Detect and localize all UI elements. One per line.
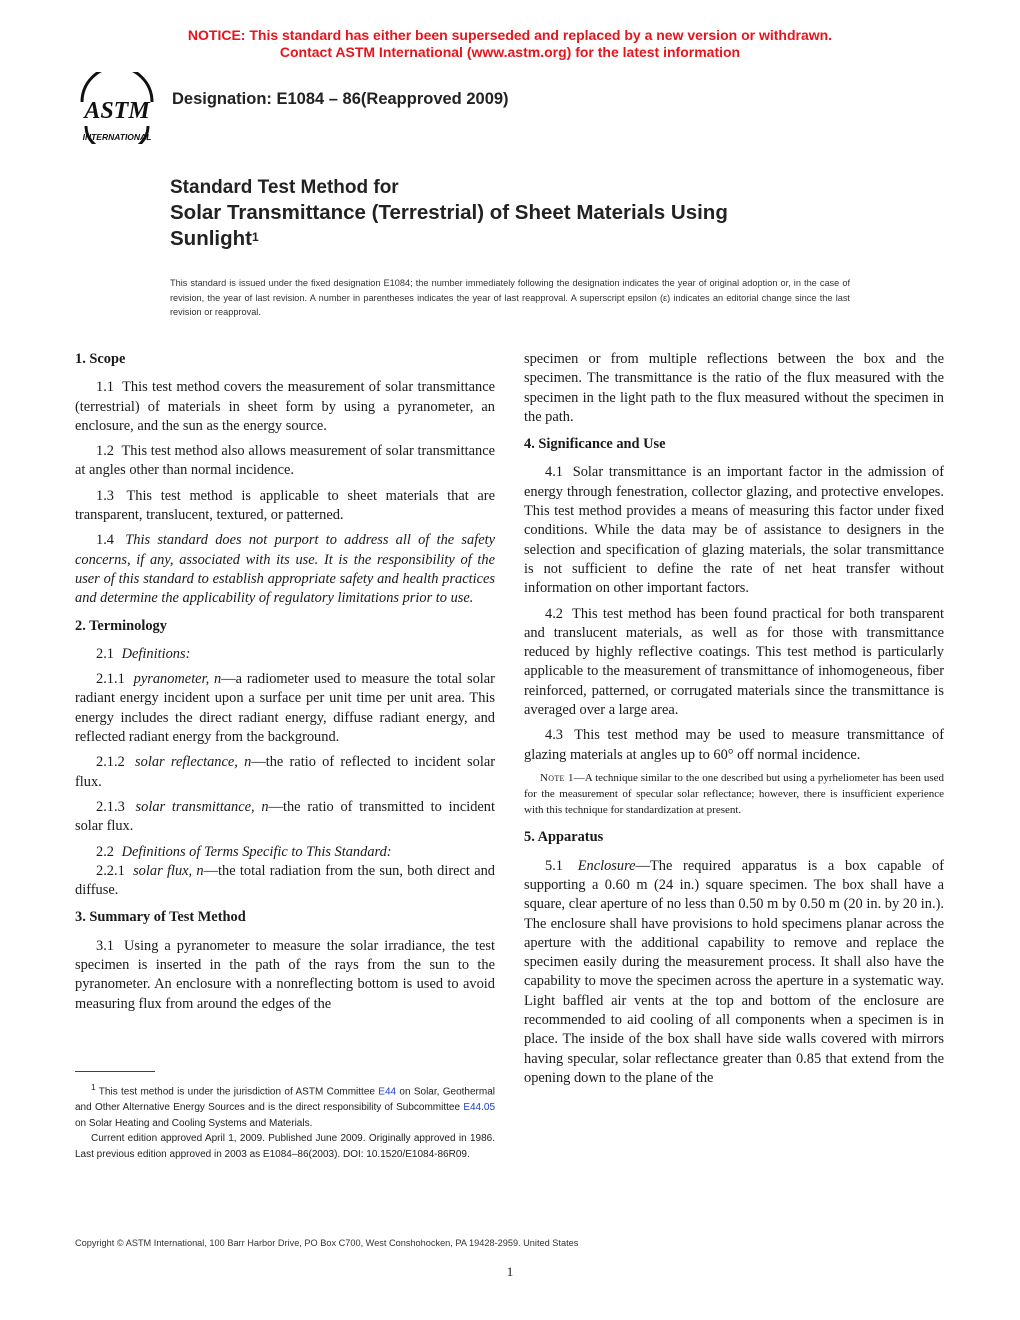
- designation: Designation: E1084 – 86(Reapproved 2009): [172, 90, 509, 108]
- scope-1-4-text: This standard does not purport to address all of the safety concerns, if any, associated with its use. It is the responsibility of the user of this standard to establish appropriate safety and health practices and determine the applicability of regulatory limitations prior to use.: [75, 532, 495, 607]
- apparatus-5-1: [524, 857, 944, 1089]
- term-2-1-3-text: —the ratio of transmitted to incident solar flux.: [75, 798, 495, 835]
- title-line-3-text: Sunlight: [170, 227, 252, 250]
- section-number: 2.2: [96, 843, 114, 860]
- note-1: [524, 771, 944, 818]
- section-number: 5.1: [545, 857, 563, 874]
- logo-subtext: INTERNATIONAL: [82, 132, 152, 142]
- astm-logo-icon: [74, 72, 160, 144]
- note-1-text: —A technique similar to the one described but using a pyrheliometer has been used for the measurement of specular solar reflectance; however, there is insufficient experience with this technique for standardization at present.: [524, 771, 944, 816]
- significance-4-3-text: This test method may be used to measure transmittance of glazing materials at angles up to 60° off normal incidence.: [524, 727, 944, 763]
- term-2-2: [75, 843, 495, 862]
- section-number: 4.3: [545, 727, 563, 744]
- term-2-2-1: [75, 862, 495, 901]
- apparatus-heading: 5. Apparatus: [524, 829, 604, 846]
- term-solar-transmittance: solar transmittance, n: [135, 798, 269, 815]
- scope-heading: 1. Scope: [75, 351, 126, 367]
- term-2-2-text: Definitions of Terms Specific to This Standard:: [121, 843, 392, 860]
- logo-text: ASTM: [84, 98, 150, 124]
- section-number: 2.1.1: [96, 671, 125, 688]
- footnote-divider: [75, 1071, 155, 1072]
- section-number: 2.1: [96, 645, 114, 662]
- title-line-1: Standard Test Method for: [170, 177, 399, 198]
- notice-line-1: NOTICE: This standard has either been superseded and replaced by a new version or withdrawn.: [187, 27, 833, 43]
- term-solar-flux: solar flux, n: [133, 862, 204, 879]
- page-number: 1: [506, 1264, 514, 1279]
- term-2-1-1-text: —a radiometer used to measure the total solar radiant energy incident upon a surface per unit time per unit area. This energy includes the direct radiant energy, diffuse radiant energy, and reflected radiant energy from the background.: [75, 671, 495, 746]
- significance-4-1: [524, 463, 944, 598]
- subcommittee-e44-05-link[interactable]: E44.05: [463, 1101, 496, 1113]
- footnote-text-a: This test method is under the jurisdiction of ASTM Committee: [98, 1086, 375, 1098]
- summary-heading: 3. Summary of Test Method: [75, 909, 246, 926]
- footnote-1: [75, 1080, 495, 1131]
- term-2-1-3: [75, 798, 495, 837]
- footnote: [75, 1080, 495, 1162]
- term-2-2-1-text: —the total radiation from the sun, both direct and diffuse.: [75, 862, 495, 899]
- scope-1-2-text: This test method also allows measurement of solar transmittance at angles other than normal incidence.: [75, 443, 496, 479]
- significance-4-2: [524, 605, 944, 721]
- scope-1-3: [75, 487, 495, 526]
- summary-3-1-continued: specimen or from multiple reflections between the box and the specimen. The transmittance is the ratio of the flux measured with the specimen in the light path to the flux measured without the specimen in the path.: [524, 351, 944, 425]
- section-number: 4.2: [545, 605, 563, 622]
- title-footnote-ref: 1: [251, 230, 259, 244]
- scope-1-4: [75, 531, 495, 608]
- footnote-marker: 1: [91, 1082, 96, 1092]
- scope-1-1: [75, 378, 495, 436]
- term-2-1-text: Definitions:: [121, 645, 191, 662]
- footnote-text-b: on Solar, Geothermal and Other Alternative Energy Sources and is the direct responsibility of Subcommittee: [75, 1086, 495, 1113]
- issued-note: This standard is issued under the fixed designation E1084; the number immediately following the designation indicates the year of original adoption or, in the case of revision, the year of last revision. A number in parentheses indicates the year of last reapproval. A superscript epsilon (ε) indicates an editorial change since the last revision or reapproval.: [170, 278, 850, 317]
- term-2-1: [75, 645, 495, 664]
- term-2-1-2-text: —the ratio of reflected to incident solar flux.: [75, 754, 496, 790]
- section-number: 1.4: [96, 532, 114, 549]
- section-number: 4.1: [545, 464, 563, 481]
- term-2-1-2: [75, 753, 495, 792]
- significance-4-1-text: Solar transmittance is an important factor in the admission of energy through fenestration, collector glazing, and protective envelopes. This test method provides a means of measuring this factor under fixed conditions. While the data may be of assistance to designers in the selection and specification of glazing materials, the solar transmittance is not sufficient to define the rate of net heat transfer without information on other important factors.: [524, 464, 944, 597]
- significance-heading: 4. Significance and Use: [524, 436, 666, 453]
- terminology-heading: 2. Terminology: [75, 617, 167, 634]
- section-number: 1.3: [96, 487, 114, 504]
- term-solar-reflectance: solar reflectance, n: [135, 754, 252, 771]
- term-2-1-1: [75, 670, 495, 747]
- committee-e44-link[interactable]: E44: [378, 1086, 397, 1098]
- copyright: Copyright © ASTM International, 100 Barr Harbor Drive, PO Box C700, West Conshohocken, PA 19428-2959. United States: [75, 1238, 579, 1248]
- section-number: 3.1: [96, 937, 114, 954]
- term-pyranometer: pyranometer, n: [133, 671, 222, 688]
- term-enclosure: Enclosure: [577, 857, 636, 874]
- section-number: 1.1: [96, 379, 114, 396]
- footnote-text-c: on Solar Heating and Cooling Systems and Materials.: [75, 1117, 313, 1129]
- section-number: 2.1.3: [96, 798, 125, 815]
- title-line-2: Solar Transmittance (Terrestrial) of Sheet Materials Using: [170, 201, 728, 224]
- note-label: Note 1: [540, 771, 574, 784]
- right-column: [524, 350, 944, 1094]
- scope-1-2: [75, 442, 495, 481]
- notice-banner: [0, 27, 1020, 61]
- summary-3-1-text: Using a pyranometer to measure the solar irradiance, the test specimen is inserted in the path of the rays from the sun to the pyranometer. An enclosure with a nonreflecting bottom is used to avoid measuring flux from around the edges of the: [75, 937, 495, 1012]
- left-column: [75, 350, 495, 1020]
- scope-1-1-text: This test method covers the measurement of solar transmittance (terrestrial) of materials in sheet form by using a pyranometer, an enclosure, and the sun as the energy source.: [75, 379, 495, 434]
- section-number: 2.1.2: [96, 754, 125, 771]
- scope-1-3-text: This test method is applicable to sheet materials that are transparent, translucent, textured, or patterned.: [75, 487, 495, 524]
- page-title: [170, 176, 870, 252]
- footnote-edition: Current edition approved April 1, 2009. Published June 2009. Originally approved in 1986. Last previous edition approved in 2003 as E1084–86(2003). DOI: 10.1520/E1084-86R09.: [75, 1133, 495, 1160]
- significance-4-3: [524, 726, 944, 765]
- section-number: 1.2: [96, 443, 114, 460]
- apparatus-5-1-text: —The required apparatus is a box capable of supporting a 0.60 m (24 in.) square specimen. The box shall have a square, clear aperture of no less than 0.50 m by 0.50 m (20 in. by 20 in.). The enclosure shall have provisions to hold specimens planar across the aperture with the additional capability to remove and replace the specimen easily during the measurement process. It shall also have the capability to move the specimen across the aperture in a systematic way. Light baffled air vents at the top and bottom of the enclosure are recommended to aid cooling of all components when a specimen is in place. The inside of the box shall have side walls covered with mirrors having specular, solar reflectance greater than 0.85 that extend from the opening down to the plane of the: [524, 857, 944, 1086]
- significance-4-2-text: This test method has been found practical for both transparent and translucent materials, as well as for those with transmittance reduced by highly reflective coatings. This test method is particularly applicable to the measurement of transmittance of inhomogeneous, fiber reinforced, patterned, or corrugated materials since the transmittance is averaged over a large area.: [524, 605, 945, 719]
- summary-3-1: [75, 937, 495, 1014]
- astm-logo: [74, 72, 160, 144]
- notice-line-2: Contact ASTM International (www.astm.org) for the latest information: [279, 44, 741, 60]
- title-line-3: [170, 226, 870, 252]
- section-number: 2.2.1: [96, 862, 125, 879]
